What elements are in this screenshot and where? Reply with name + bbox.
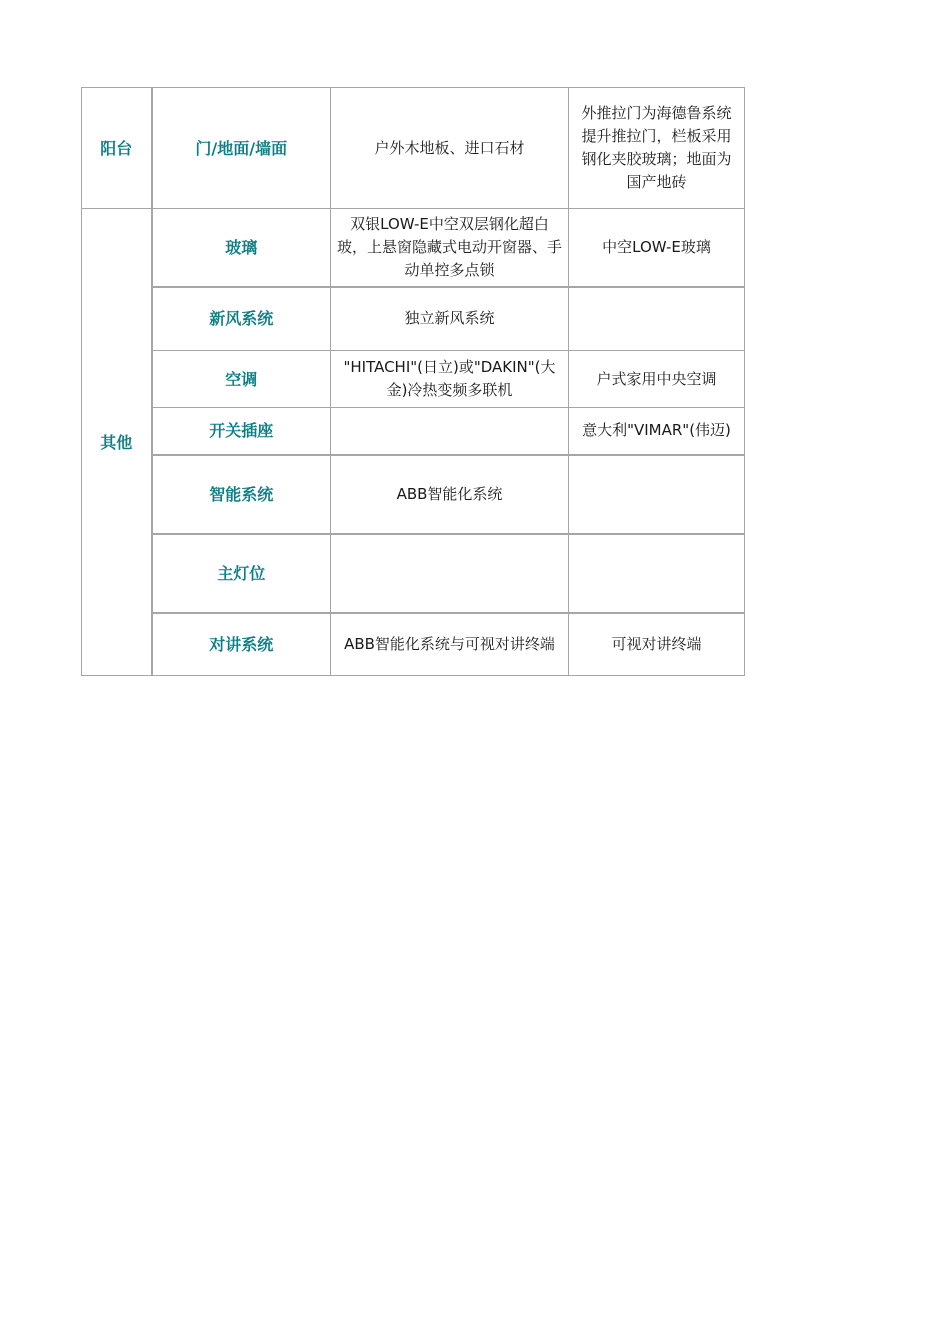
spec-cell-fresh-air: 独立新风系统 [331, 287, 569, 351]
note-cell-smart-system [569, 455, 745, 534]
item-label-intercom: 对讲系统 [152, 613, 331, 676]
table-row-intercom [82, 613, 745, 676]
area-label-balcony: 阳台 [82, 88, 152, 209]
spec-cell-intercom: ABB智能化系统与可视对讲终端 [331, 613, 569, 676]
item-label-fresh-air: 新风系统 [152, 287, 331, 351]
table-row-balcony [82, 88, 745, 209]
area-label-others: 其他 [82, 209, 152, 676]
spec-cell-glass: 双银LOW-E中空双层钢化超白玻，上悬窗隐藏式电动开窗器、手动单控多点锁 [331, 209, 569, 287]
spec-cell-air-conditioning: "HITACHI"(日立)或"DAKIN"(大金)冷热变频多联机 [331, 351, 569, 408]
spec-cell-door-floor-wall: 户外木地板、进口石材 [331, 88, 569, 209]
spec-cell-switch-socket [331, 408, 569, 455]
note-cell-door-floor-wall: 外推拉门为海德鲁系统提升推拉门，栏板采用钢化夹胶玻璃；地面为国产地砖 [569, 88, 745, 209]
note-cell-glass: 中空LOW-E玻璃 [569, 209, 745, 287]
table-row-fresh-air [82, 287, 745, 351]
table-row-glass [82, 209, 745, 287]
spec-cell-smart-system: ABB智能化系统 [331, 455, 569, 534]
item-label-air-conditioning: 空调 [152, 351, 331, 408]
table-row-air-conditioning [82, 351, 745, 408]
item-label-switch-socket: 开关插座 [152, 408, 331, 455]
spec-table [81, 87, 745, 676]
table-row-switch-socket [82, 408, 745, 455]
note-cell-main-light [569, 534, 745, 613]
item-label-door-floor-wall: 门/地面/墙面 [152, 88, 331, 209]
table-row-smart-system [82, 455, 745, 534]
table-row-main-light [82, 534, 745, 613]
item-label-smart-system: 智能系统 [152, 455, 331, 534]
note-cell-fresh-air [569, 287, 745, 351]
spec-cell-main-light [331, 534, 569, 613]
note-cell-switch-socket: 意大利"VIMAR"(伟迈) [569, 408, 745, 455]
note-cell-air-conditioning: 户式家用中央空调 [569, 351, 745, 408]
note-cell-intercom: 可视对讲终端 [569, 613, 745, 676]
item-label-glass: 玻璃 [152, 209, 331, 287]
item-label-main-light: 主灯位 [152, 534, 331, 613]
